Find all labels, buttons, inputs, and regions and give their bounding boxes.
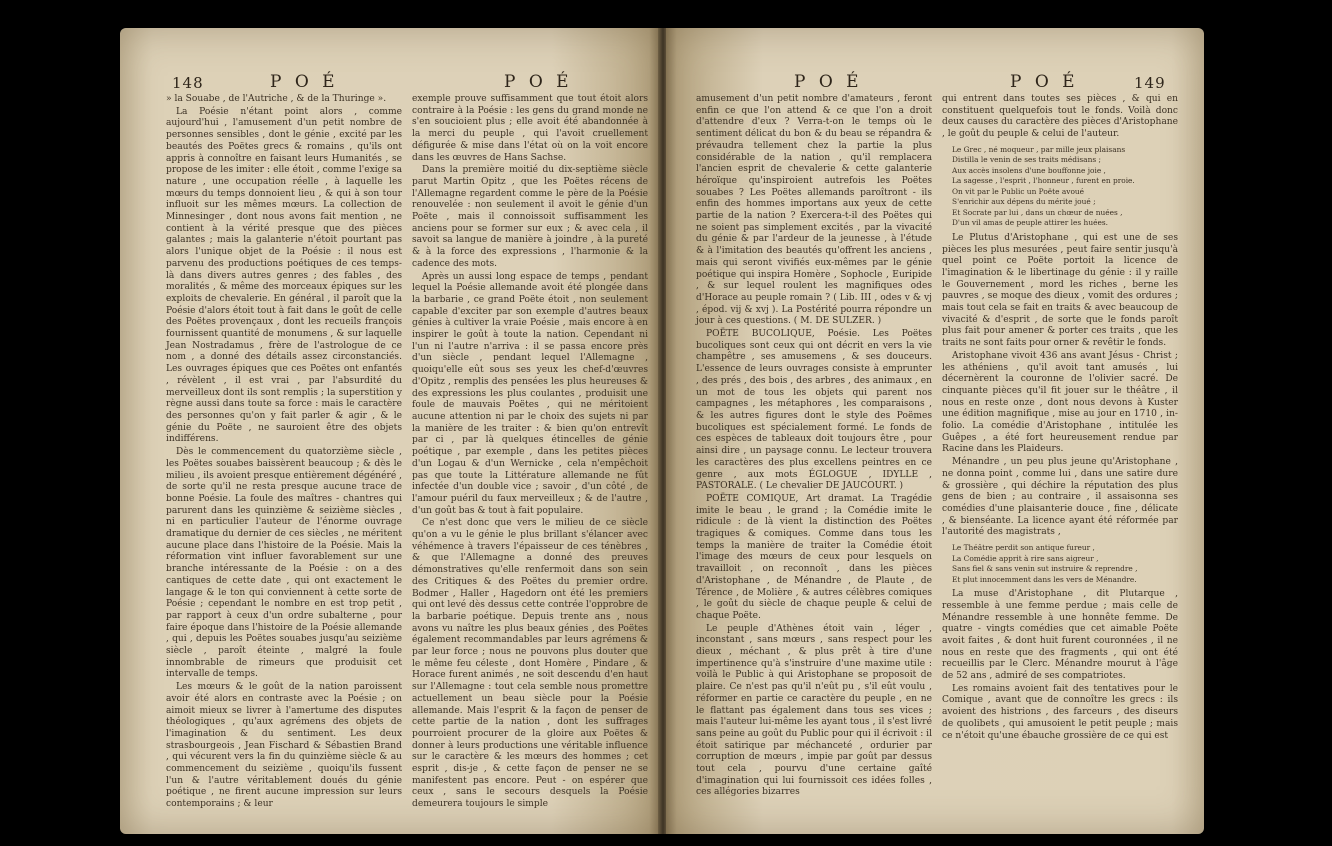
running-head: P O É <box>270 72 339 92</box>
paragraph: Le Plutus d'Aristophane , qui est une de ses pièces les plus mesurées , peut faire sentir jusqu'à quel point ce Poëte portoit la licence de l'imagination & le libertinage du génie : il y raille le Gouvernement , mord les riches , berne les pauvres , se moque des dieux , vomit des ordures ; mais tout cela se fait en traits & avec beaucoup de vivacité & d'esprit , de sorte que le fonds paroît plus fait pour amener & porter ces traits , que les traits ne sont faits pour orner & revêtir le fonds. <box>942 232 1178 349</box>
paragraph: Aristophane vivoit 436 ans avant Jésus - Christ ; les athéniens , qu'il avoit tant amusés , lui décernèrent la couronne de l'olivier sacré. De cinquante pièces qu'il fit jouer sur le théâtre , il nous en reste onze , dont nous devons à Kuster une édition magnifique , mise au jour en 1710 , in-folio. La comédie d'Aristophane , intitulée les Guêpes , a été fort heureusement rendue par Racine dans les Plaideurs. <box>942 350 1178 455</box>
verse-line: Et Socrate par lui , dans un chœur de nuées , <box>952 207 1123 217</box>
verse-line: Sans fiel & sans venin sut instruire & reprendre , <box>952 564 1138 574</box>
paragraph: POËTE COMIQUE, Art dramat. La Tragédie imite le beau , le grand ; la Comédie imite le ridicule : de là vient la distinction des Poëtes tragiques & comiques. Comme dans tous les temps la manière de traiter la Comédie étoit l'image des mœurs de ceux pour lesquels on travailloit , on reconnoît , dans les pièces d'Aristophane , de Ménandre , de Plaute , de Térence , de Molière , & autres célèbres comiques , le goût du siècle de chaque peuple & celui de chaque Poëte. <box>696 493 932 621</box>
verse-line: S'enrichir aux dépens du mérite joué ; <box>952 197 1096 207</box>
verse-line: Distilla le venin de ses traits médisans ; <box>952 155 1101 165</box>
verse-line: Le Théâtre perdit son antique fureur , <box>952 543 1095 553</box>
page-number: 148 <box>172 74 204 92</box>
paragraph: La muse d'Aristophane , dit Plutarque , ressemble à une femme perdue ; mais celle de Ménandre ressemble à une honnête femme. De quatre - vingts comédies que cet aimable Poëte avoit faites , & dont huit furent couronnées , il ne nous en reste que des fragments , qui ont été recueillis par le Clerc. Ménandre mourut à l'âge de 52 ans , admiré de ses compatriotes. <box>942 589 1178 682</box>
verse-line: On vit par le Public un Poëte avoué <box>952 186 1085 196</box>
text-column <box>696 94 932 800</box>
open-book <box>120 28 1204 834</box>
running-head: P O É <box>504 72 573 92</box>
text-column <box>412 94 648 812</box>
text-column <box>942 94 1178 743</box>
paragraph: Dès le commencement du quatorzième siècle , les Poëtes souabes baissèrent beaucoup ; & dès le milieu , ils avoient presque entièrement dégénéré , de sorte qu'il ne resta presque aucune trace de bonne Poésie. La foule des maîtres - chantres qui parurent dans les quinzième & seizième siècles , ni en particulier l'auteur de l'énorme ouvrage dramatique du dernier de ces siècles , ne méritent aucune place dans l'histoire de la Poésie. Mais la réformation vint influer favorablement sur une branche intéressante de la Poésie : on a des cantiques de cette date , qui ont exactement le langage & le ton qui conviennent à cette sorte de Poésie ; cependant le nombre en est trop petit , par rapport à ceux d'un ordre subalterne , pour faire époque dans l'histoire de la Poésie allemande , qui , depuis les Poëtes souabes jusqu'au seizième siècle , paroît éteinte , malgré la foule innombrable de rimeurs que produisit cet intervalle de temps. <box>166 447 402 680</box>
paragraph: amusement d'un petit nombre d'amateurs , feront enfin ce que l'on attend & ce que l'on a droit d'attendre d'eux ? Verra-t-on le temps où le sentiment délicat du bon & du beau se répandra & prévaudra tellement chez la partie la plus considérable de la nation , qu'il remplacera l'ancien esprit de chevalerie & cette galanterie héroïque qu'inspiroient autrefois les Poëtes souabes ? Les Poëtes allemands paroîtront - ils enfin des hommes importans aux yeux de cette partie de la nation ? Exercera-t-il des Poëtes qui ne soient pas simplement excités , par la vivacité du génie & par l'ardeur de la jeunesse , à l'étude & à l'imitation des beautés qu'offrent les anciens , mais qui seront vivifiés eux-mêmes par le génie poétique qui inspira Homère , Sophocle , Euripide , & sur lequel roulent les magnifiques odes d'Horace au peuple romain ? ( Lib. III , odes v & vj , épod. vij & xvj ). La Postérité pourra répondre un jour à ces questions. ( M. DE SULZER. ) <box>696 94 932 327</box>
verse-line: La Comédie apprit à rire sans aigreur , <box>952 553 1099 563</box>
verse-line: D'un vil amas de peuple attirer les huées. <box>952 218 1108 228</box>
paragraph: Dans la première moitié du dix-septième siècle parut Martin Opitz , que les Poëtes récens de l'Allemagne regardent comme le père de la Poésie renouvelée : non seulement il avoit le génie d'un Poëte , mais il connoissoit suffisamment les anciens pour se former sur eux ; & avec cela , il savoit sa langue de manière à joindre , à la pureté & à la force des expressions , l'harmonie & la cadence des mots. <box>412 165 648 269</box>
paragraph: Ce n'est donc que vers le milieu de ce siècle qu'on a vu le génie le plus brillant s'élancer avec véhémence à travers l'épaisseur de ces ténèbres , & que l'Allemagne a donné des preuves démonstratives qu'elle renfermoit dans son sein des Critiques & des Poëtes du premier ordre. Bodmer , Haller , Hagedorn ont été les premiers qui ont levé dès dessus cette contrée l'opprobre de la barbarie poétique. Depuis trente ans , nous avons vu naître les plus beaux génies , des Poëtes également recommandables par leurs agrémens & par leur force ; nous ne pouvons plus douter que le même feu céleste , dont Homère , Pindare , & Horace furent animés , ne soit descendu d'en haut sur l'Allemagne : tout cela semble nous promettre actuellement un beau siècle pour la Poésie allemande. Mais l'esprit & la façon de penser de cette partie de la nation , dont les suffrages pourroient procurer de la gloire aux Poëtes & donner à leurs productions une véritable influence sur le caractère & les mœurs des hommes ; cet esprit , dis-je , & cette façon de penser ne se manifestent pas encore. Peut - on espérer que ceux , sans le secours desquels la Poésie demeurera toujours le simple <box>412 518 648 810</box>
paragraph: Ménandre , un peu plus jeune qu'Aristophane , ne donna point , comme lui , dans une satire dure & grossière , qui déchire la réputation des plus gens de bien ; au contraire , il assaisonna ses comédies d'une plaisanterie douce , fine , délicate , & bienséante. La licence ayant été réformée par l'autorité des magistrats , <box>942 457 1178 538</box>
paragraph: exemple prouve suffisamment que tout étoit alors contraire à la Poésie : les gens du grand monde ne s'en soucioient plus ; elle avoit été abandonnée à la merci du peuple , qui l'avoit cruellement défigurée & mise dans l'état où on la voit encore dans les œuvres de Hans Sachse. <box>412 94 648 163</box>
verse-line: Aux accès insolens d'une bouffonne joie , <box>952 165 1106 175</box>
paragraph: Après un aussi long espace de temps , pendant lequel la Poésie allemande avoit été plongée dans la barbarie , ce grand Poëte étoit , non seulement capable d'exciter par son exemple d'autres beaux génies à cultiver la vraie Poésie , mais encore à en inspirer le goût à toute la nation. Cependant ni l'un ni l'autre n'arriva : il se passa encore près d'un siècle , pendant lequel l'Allemagne , quoiqu'elle eût sous ses yeux les chef-d'œuvres d'Opitz , remplis des pensées les plus heureuses & des expressions les plus coulantes , produisit une foule de mauvais Poëtes , qui ne méritoient aucune attention ni par le choix des sujets ni par la manière de les traiter : & bien qu'on entrevît par ci , par là quelques étincelles de génie poétique , par exemple , dans les petites pièces d'un Logau & d'un Wernicke , cela n'empêchoit pas que toute la Littérature allemande ne fût infectée d'un double vice ; savoir , d'un côté , de l'amour puéril du faux merveilleux ; & de l'autre , d'un goût bas & tout à fait populaire. <box>412 271 648 516</box>
paragraph: » la Souabe , de l'Autriche , & de la Thuringe ». <box>166 94 387 104</box>
paragraph: qui entrent dans toutes ses pièces , & qui en constituent quelquefois tout le fonds. Voilà donc deux causes du caractère des pièces d'Aristophane , le goût du peuple & celui de l'auteur. <box>942 94 1178 140</box>
left-page <box>120 28 660 834</box>
verse-line: La sagesse , l'esprit , l'honneur , furent en proie. <box>952 176 1135 186</box>
paragraph: POËTE BUCOLIQUE, Poésie. Les Poëtes bucoliques sont ceux qui ont décrit en vers la vie champêtre , ses amusemens , & ses douceurs. L'essence de leurs ouvrages consiste à emprunter , des prés , des bois , des arbres , des animaux , en un mot de tous les objets qui parent nos campagnes , les métaphores , les comparaisons , & les autres figures dont le style des Poëmes bucoliques est spécialement formé. Le fonds de ces espèces de tableaux doit toujours être , pour ainsi dire , un paysage connu. Le lecteur trouvera les caractères des plus excellens peintres en ce genre , aux mots ÉGLOGUE , IDYLLE , PASTORALE. ( Le chevalier DE JAUCOURT. ) <box>696 329 932 492</box>
text-column <box>166 94 402 812</box>
running-head: P O É <box>1010 72 1079 92</box>
verse-line: Et plut innocemment dans les vers de Ménandre. <box>952 574 1137 584</box>
right-page <box>666 28 1204 834</box>
verse-quote <box>952 543 1178 585</box>
paragraph: Le peuple d'Athènes étoit vain , léger , inconstant , sans mœurs , sans respect pour les dieux , méchant , & plus prêt à tire d'une impertinence qu'à s'instruire d'une maxime utile : voilà le Public à qui Aristophane se proposoit de plaire. Ce n'est pas qu'il n'eût pu , s'il eût voulu , réformer en partie ce caractère du peuple , en ne le flattant pas également dans tous ses vices ; mais l'auteur lui-même les ayant tous , il s'est livré sans peine au goût du Public pour qui il écrivoit : il étoit satirique par méchanceté , ordurier par corruption de mœurs , impie par goût par dessus tout cela , pourvu d'une certaine gaîté d'imagination qui lui fournissoit ces idées folles , ces allégories bizarres <box>696 623 932 798</box>
paragraph: Les romains avoient fait des tentatives pour le Comique , avant que de connoître les grecs : ils avoient des histrions , des farceurs , des diseurs de quolibets , qui amusoient le petit peuple ; mais ce n'étoit qu'une ébauche grossière de ce qui est <box>942 683 1178 741</box>
page-number: 149 <box>1134 74 1166 92</box>
paragraph: Les mœurs & le goût de la nation paroissent avoir été alors en contraste avec la Poésie ; on aimoit mieux se livrer à l'amertume des disputes théologiques , qu'aux agrémens des objets de l'imagination & du sentiment. Les deux strasbourgeois , Jean Fischard & Sébastien Brand , qui vécurent vers la fin du quinzième siècle & au commencement du seizième , quoiqu'ils fussent l'un & l'autre véritablement doués du génie poétique , ne firent aucune impression sur leurs contemporains ; & leur <box>166 682 402 810</box>
running-head: P O É <box>794 72 863 92</box>
verse-line: Le Grec , né moqueur , par mille jeux plaisans <box>952 144 1126 154</box>
paragraph: La Poésie n'étant point alors , comme aujourd'hui , l'amusement d'un petit nombre de personnes sensibles , dont le génie , excité par les beautés des Poëtes grecs & romains , qu'ils ont appris à connoître en faisant leurs Humanités , se propose de les imiter : elle étoit , comme l'exige sa nature , une occupation réelle , à laquelle les mœurs du temps donnoient lieu , & qui à son tour influoit sur les mêmes mœurs. La collection de Minnesinger , dont nous avons fait mention , ne contient à la vérité presque que des pièces galantes ; mais la galanterie n'étoit pourtant pas alors l'unique objet de la Poésie : il nous est parvenu des productions poétiques de ces temps-là dans divers autres genres ; des fables , des moralités , & même des morceaux épiques sur les exploits de chevalerie. En général , il paroît que la Poésie d'alors étoit tout à fait dans le goût de celle des Poëtes provençaux , dont les recueils françois fournissent quantité de monumens , & sur laquelle Jean Nostradamus , frère de l'astrologue de ce nom , a donné des détails assez circonstanciés. Les ouvrages épiques que ces Poëtes ont enfantés , révèlent , il est vrai , par l'absurdité du merveilleux dont ils sont remplis ; la superstition y règne aussi dans toute sa force : mais le caractère des personnes qu'on y fait parler & agir , & le génie du Poëte , ne sauroient être des objets indifférens. <box>166 106 402 445</box>
verse-quote <box>952 145 1178 229</box>
